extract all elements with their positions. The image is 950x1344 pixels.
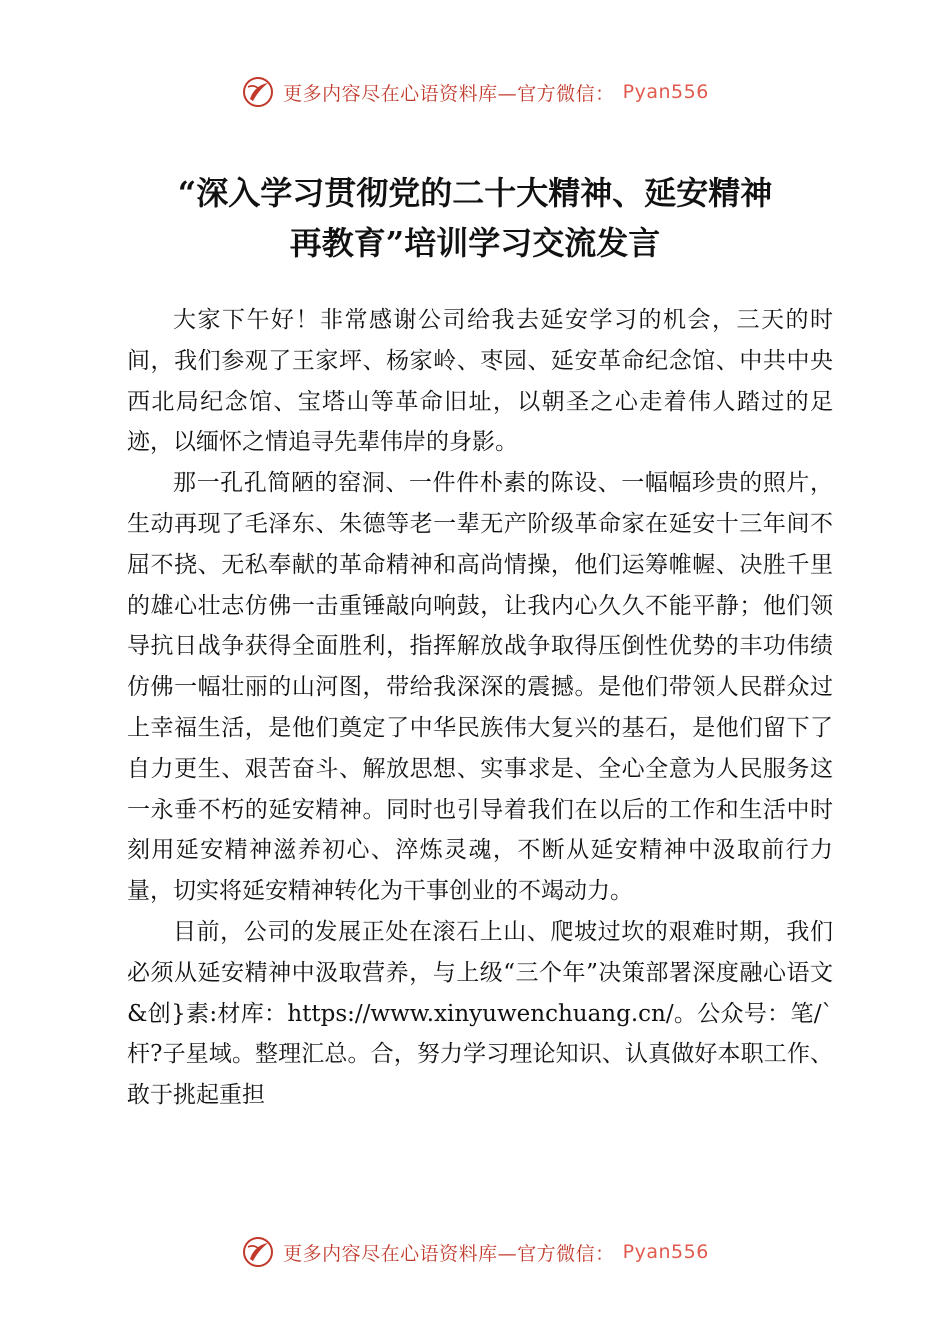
document-body [127, 300, 833, 1116]
footer-watermark-banner [0, 1228, 950, 1276]
paragraph-2: 那一孔孔简陋的窑洞、一件件朴素的陈设、一幅幅珍贵的照片，生动再现了毛泽东、朱德等老一辈无产阶级革命家在延安十三年间不屈不挠、无私奉献的革命精神和高尚情操，他们运筹帷幄、决胜千里的雄心壮志仿佛一击重锤敲向响鼓，让我内心久久不能平静；他们领导抗日战争获得全面胜利，指挥解放战争取得压倒性优势的丰功伟绩仿佛一幅壮丽的山河图，带给我深深的震撼。是他们带领人民群众过上幸福生活，是他们奠定了中华民族伟大复兴的基石，是他们留下了自力更生、艰苦奋斗、解放思想、实事求是、全心全意为人民服务这一永垂不朽的延安精神。同时也引导着我们在以后的工作和生活中时刻用延安精神滋养初心、淬炼灵魂，不断从延安精神中汲取前行力量，切实将延安精神转化为干事创业的不竭动力。 [127, 470, 833, 905]
paragraph-3: 目前，公司的发展正处在滚石上山、爬坡过坎的艰难时期，我们必须从延安精神中汲取营养，与上级“三个年”决策部署深度融心语文&创}素:材库：https://www.xinyuwenchuang.cn/。公众号：笔/`杆?子星域。整理汇总。合，努力学习理论知识、认真做好本职工作、敢于挑起重担 [127, 918, 833, 1109]
header-watermark-banner [0, 68, 950, 116]
watermark-text: 更多内容尽在心语资料库—官方微信： [283, 82, 615, 105]
document-title [100, 168, 850, 268]
logo-icon [241, 75, 275, 109]
watermark-text: 更多内容尽在心语资料库—官方微信： [283, 1242, 615, 1265]
wechat-id: Pyan556 [622, 1241, 709, 1263]
title-line-2: 再教育”培训学习交流发言 [289, 224, 661, 262]
paragraph-1: 大家下午好！非常感谢公司给我去延安学习的机会，三天的时间，我们参观了王家坪、杨家岭、枣园、延安革命纪念馆、中共中央西北局纪念馆、宝塔山等革命旧址，以朝圣之心走着伟人踏过的足迹，以缅怀之情追寻先辈伟岸的身影。 [127, 307, 833, 456]
title-line-1: “深入学习贯彻党的二十大精神、延安精神 [177, 174, 773, 212]
logo-icon [241, 1235, 275, 1269]
wechat-id: Pyan556 [622, 81, 709, 103]
